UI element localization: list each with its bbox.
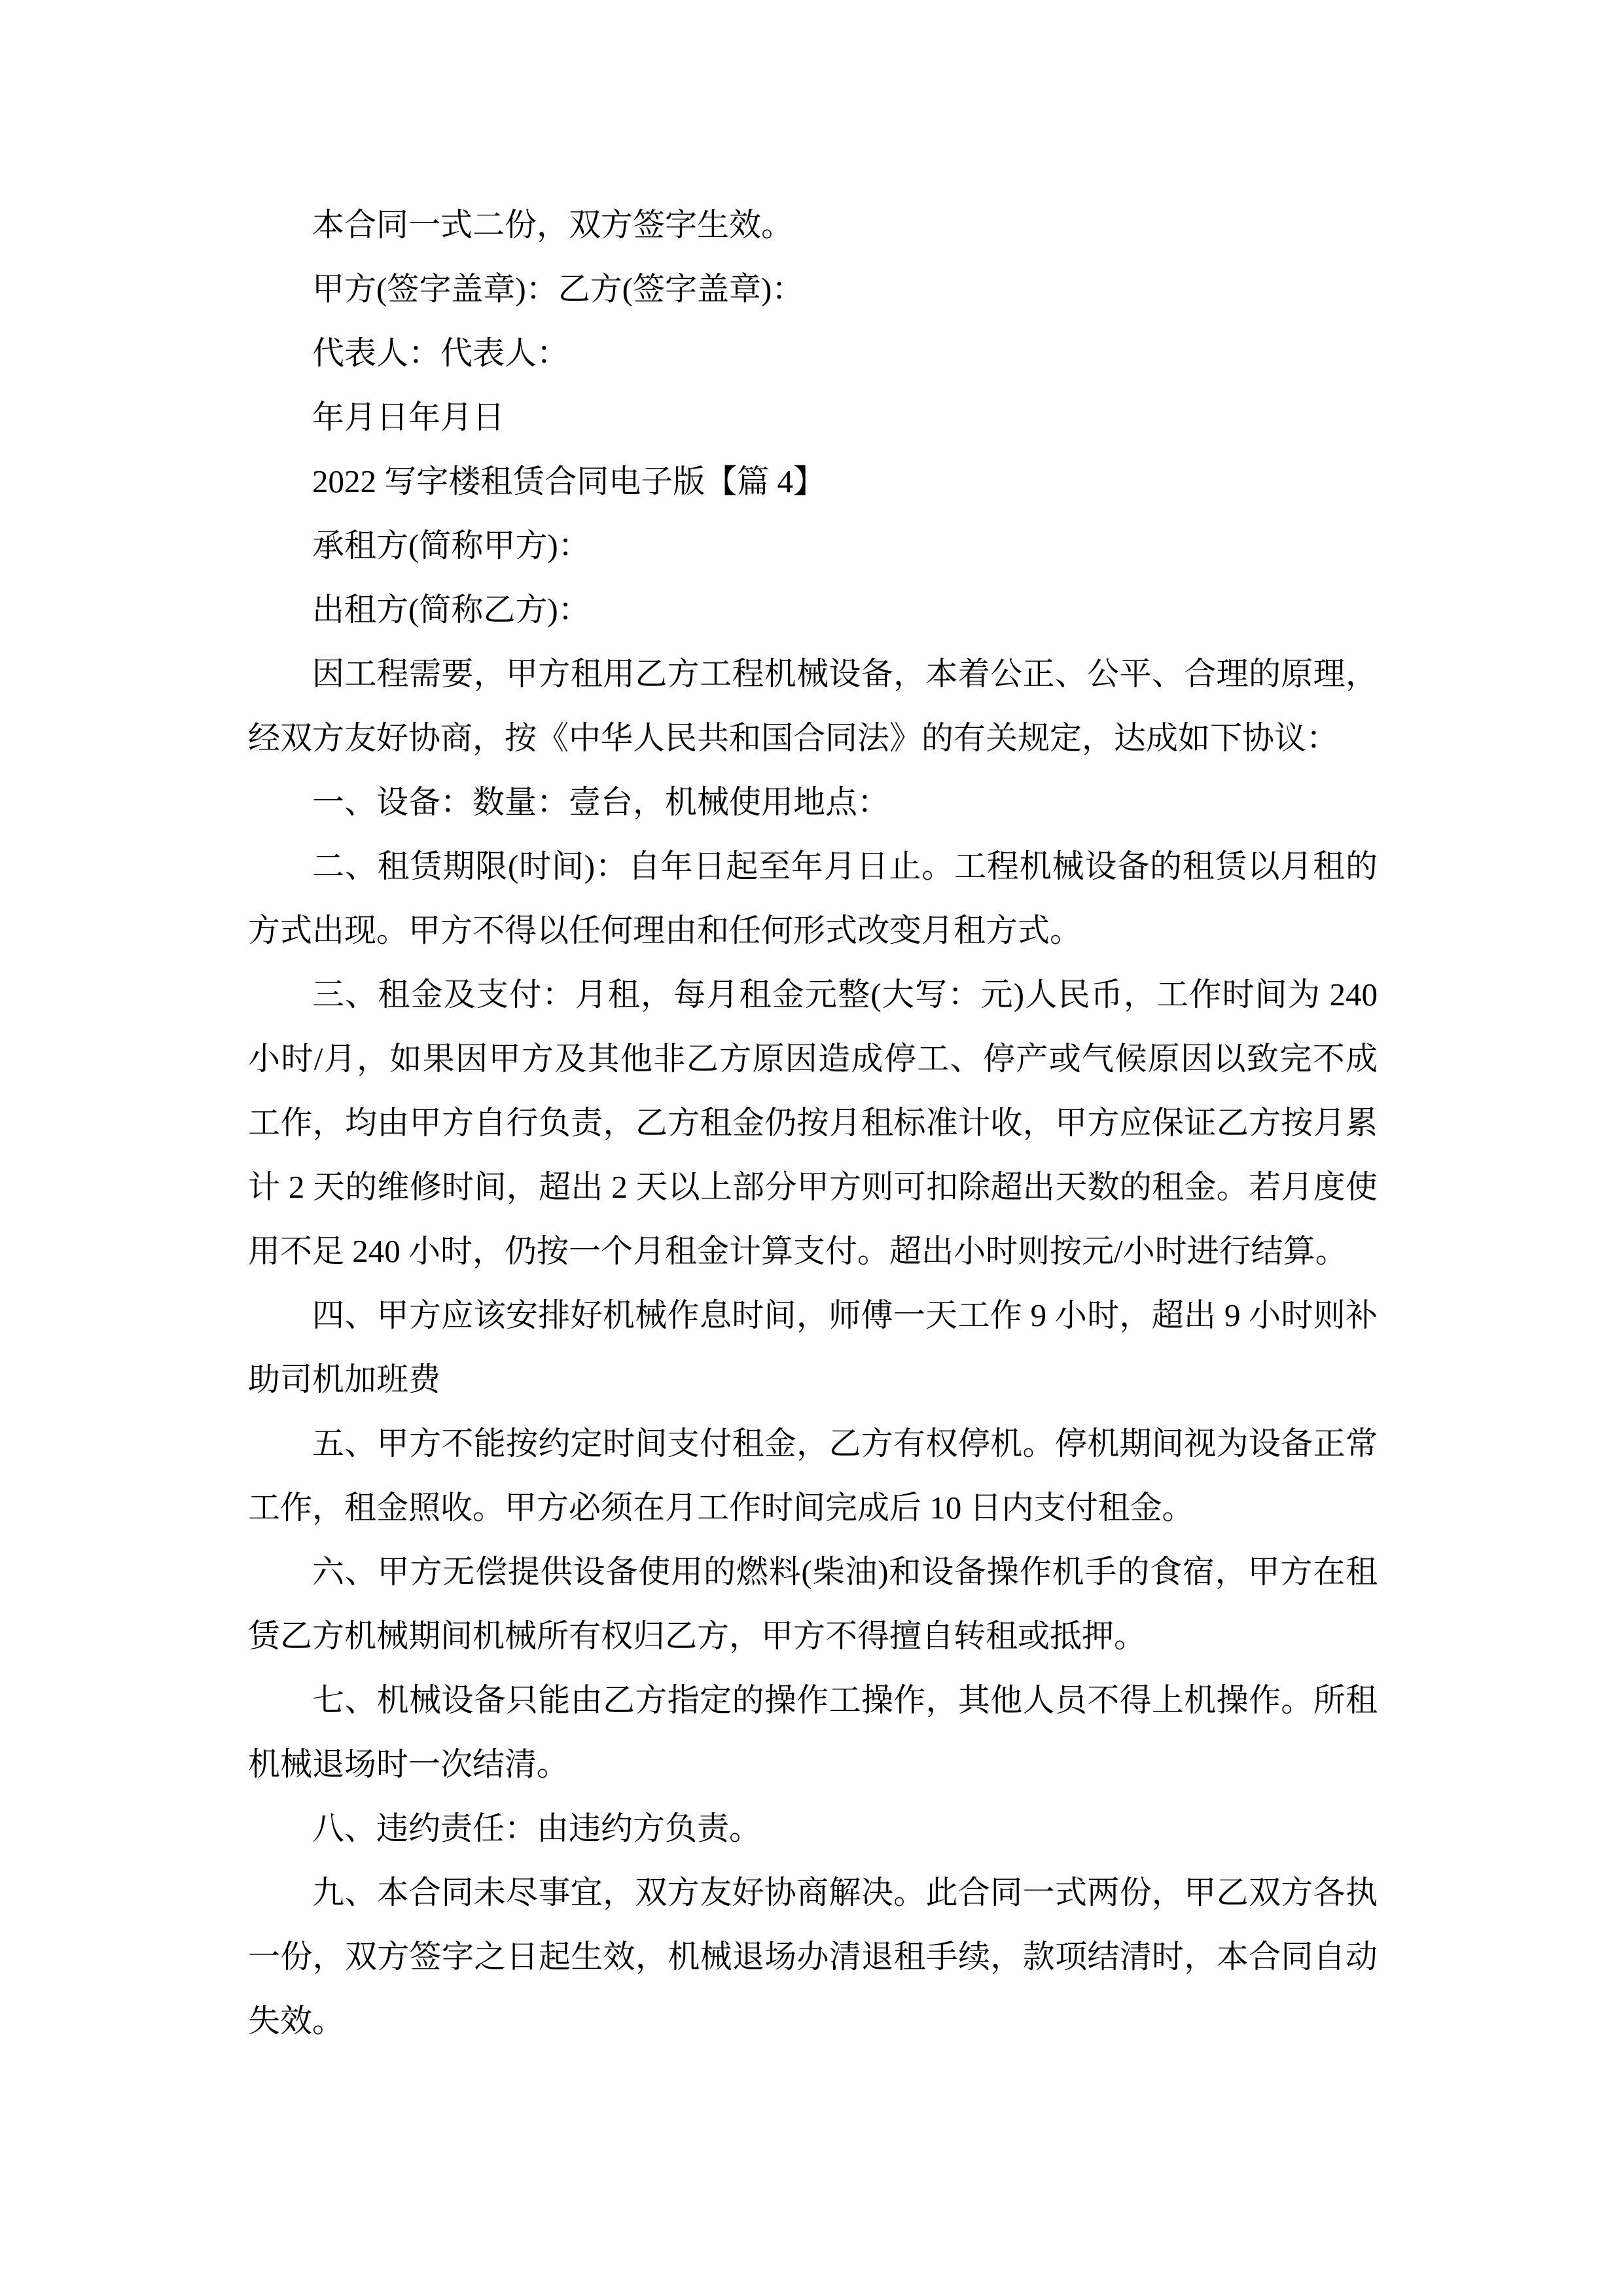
paragraph [248,578,1378,642]
text-line: 二、租赁期限(时间)：自年日起至年月日止。工程机械设备的租赁以月租的 [312,848,1378,884]
text-line: 计 2 天的维修时间，超出 2 天以上部分甲方则可扣除超出天数的租金。若月度使 [248,1169,1378,1205]
paragraph [248,834,1378,963]
text-line: 助司机加班费 [248,1361,441,1397]
paragraph [248,1797,1378,1861]
paragraph [248,642,1378,770]
text-line: 九、本合同未尽事宜，双方友好协商解决。此合同一式两份，甲乙双方各执 [312,1874,1378,1910]
text-line: 一、设备：数量：壹台，机械使用地点： [312,784,890,820]
text-line: 2022 写字楼租赁合同电子版【篇 4】 [312,463,826,499]
text-line: 一份，双方签字之日起生效，机械退场办清退租手续，款项结清时，本合同自动 [248,1939,1378,1975]
text-line: 工作，均由甲方自行负责，乙方租金仍按月租标准计收，甲方应保证乙方按月累 [248,1105,1378,1141]
text-line: 赁乙方机械期间机械所有权归乙方，甲方不得擅自转租或抵押。 [248,1618,1147,1654]
text-line: 失效。 [248,2003,345,2039]
paragraph [248,321,1378,386]
text-line: 工作，租金照收。甲方必须在月工作时间完成后 10 日内支付租金。 [248,1490,1194,1526]
text-line: 方式出现。甲方不得以任何理由和任何形式改变月租方式。 [248,912,1082,948]
text-line: 五、甲方不能按约定时间支付租金，乙方有权停机。停机期间视为设备正常 [312,1426,1378,1462]
paragraph [248,386,1378,450]
text-line: 本合同一式二份，双方签字生效。 [312,207,794,243]
text-line: 用不足 240 小时，仍按一个月租金计算支付。超出小时则按元/小时进行结算。 [248,1233,1347,1269]
text-line: 甲方(签字盖章)：乙方(签字盖章)： [312,271,804,307]
contract-text [248,193,1378,2053]
text-line: 小时/月，如果因甲方及其他非乙方原因造成停工、停产或气候原因以致完不成 [248,1041,1378,1077]
paragraph [248,963,1378,1283]
text-line: 三、租金及支付：月租，每月租金元整(大写：元)人民币，工作时间为 240 [312,977,1378,1013]
paragraph [248,770,1378,834]
paragraph [248,1412,1378,1540]
paragraph [248,193,1378,257]
text-line: 因工程需要，甲方租用乙方工程机械设备，本着公正、公平、合理的原理， [312,656,1378,692]
paragraph [248,1283,1378,1412]
text-line: 七、机械设备只能由乙方指定的操作工操作，其他人员不得上机操作。所租 [312,1682,1378,1718]
paragraph [248,1668,1378,1797]
text-line: 机械退场时一次结清。 [248,1746,569,1782]
text-line: 八、违约责任：由违约方负责。 [312,1810,762,1846]
paragraph [248,450,1378,514]
text-line: 六、甲方无偿提供设备使用的燃料(柴油)和设备操作机手的食宿，甲方在租 [312,1554,1378,1590]
text-line: 年月日年月日 [312,399,505,435]
paragraph [248,257,1378,321]
paragraph [248,1861,1378,2053]
text-line: 经双方友好协商，按《中华人民共和国合同法》的有关规定，达成如下协议： [248,720,1339,756]
text-line: 承租方(简称甲方)： [312,528,590,564]
text-line: 出租方(简称乙方)： [312,592,590,628]
paragraph [248,514,1378,578]
paragraph [248,1540,1378,1668]
text-line: 代表人：代表人： [312,335,569,371]
text-line: 四、甲方应该安排好机械作息时间，师傅一天工作 9 小时，超出 9 小时则补 [312,1297,1378,1333]
